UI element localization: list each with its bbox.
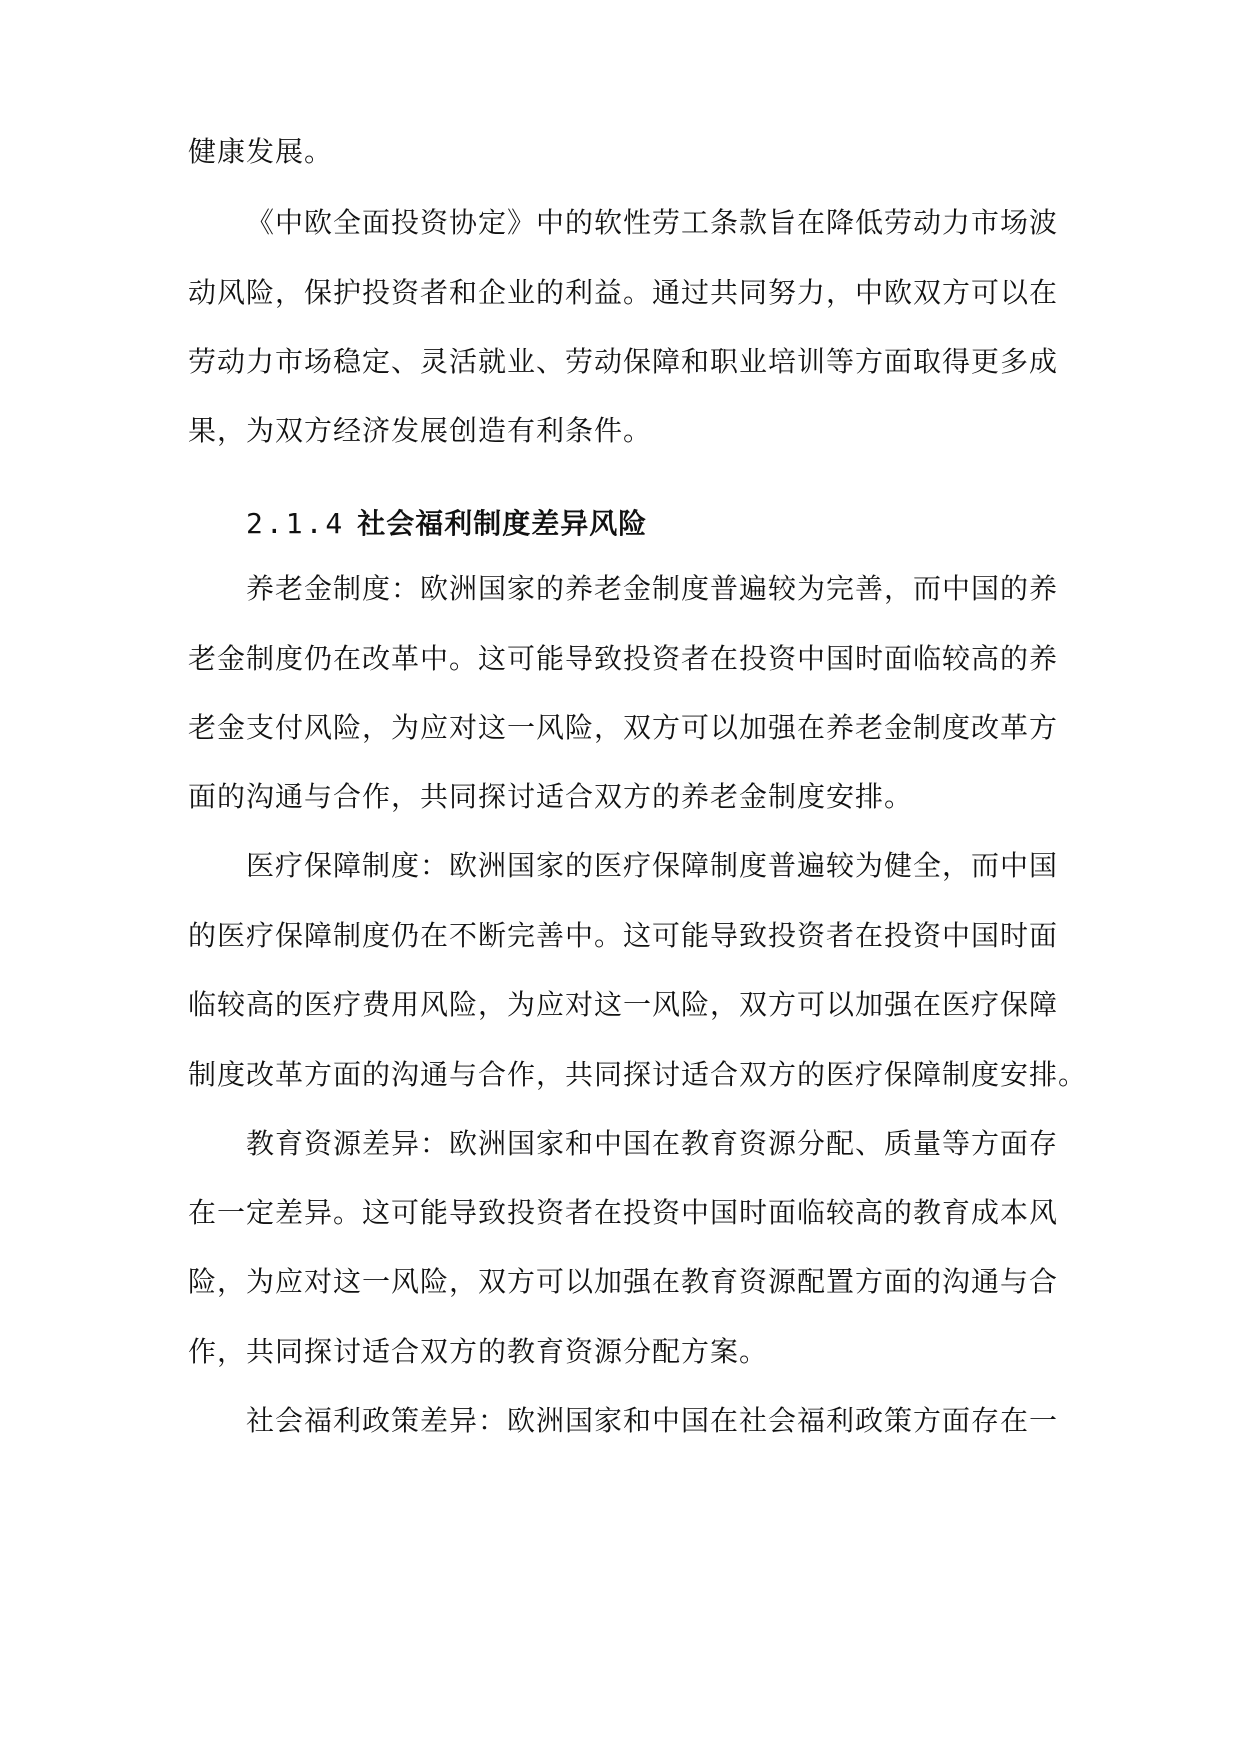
paragraph-line: 临较高的医疗费用风险，为应对这一风险，双方可以加强在医疗保障 bbox=[188, 988, 1059, 1021]
section-title: 社会福利制度差异风险 bbox=[357, 507, 648, 540]
paragraph-line: 社会福利政策差异：欧洲国家和中国在社会福利政策方面存在一 bbox=[246, 1404, 1059, 1437]
paragraph-line: 动风险，保护投资者和企业的利益。通过共同努力，中欧双方可以在 bbox=[188, 276, 1059, 309]
paragraph-line: 老金支付风险，为应对这一风险，双方可以加强在养老金制度改革方 bbox=[188, 711, 1059, 744]
paragraph-line: 《中欧全面投资协定》中的软性劳工条款旨在降低劳动力市场波 bbox=[246, 206, 1059, 239]
paragraph-line: 的医疗保障制度仍在不断完善中。这可能导致投资者在投资中国时面 bbox=[188, 919, 1059, 952]
paragraph-line: 面的沟通与合作，共同探讨适合双方的养老金制度安排。 bbox=[188, 780, 914, 813]
paragraph-line: 险，为应对这一风险，双方可以加强在教育资源配置方面的沟通与合 bbox=[188, 1265, 1059, 1298]
paragraph-line: 养老金制度：欧洲国家的养老金制度普遍较为完善，而中国的养 bbox=[246, 572, 1059, 605]
paragraph-line: 医疗保障制度：欧洲国家的医疗保障制度普遍较为健全，而中国 bbox=[246, 849, 1059, 882]
paragraph-line: 老金制度仍在改革中。这可能导致投资者在投资中国时面临较高的养 bbox=[188, 642, 1059, 675]
section-number: 2.1.4 bbox=[246, 507, 346, 540]
paragraph-line: 教育资源差异：欧洲国家和中国在教育资源分配、质量等方面存 bbox=[246, 1127, 1059, 1160]
section-heading bbox=[246, 506, 647, 542]
paragraph-line: 制度改革方面的沟通与合作，共同探讨适合双方的医疗保障制度安排。 bbox=[188, 1058, 1088, 1091]
paragraph-line: 果，为双方经济发展创造有利条件。 bbox=[188, 414, 653, 447]
paragraph-line: 作，共同探讨适合双方的教育资源分配方案。 bbox=[188, 1335, 769, 1368]
paragraph-line: 健康发展。 bbox=[188, 135, 334, 168]
paragraph-line: 在一定差异。这可能导致投资者在投资中国时面临较高的教育成本风 bbox=[188, 1196, 1059, 1229]
paragraph-line: 劳动力市场稳定、灵活就业、劳动保障和职业培训等方面取得更多成 bbox=[188, 345, 1059, 378]
